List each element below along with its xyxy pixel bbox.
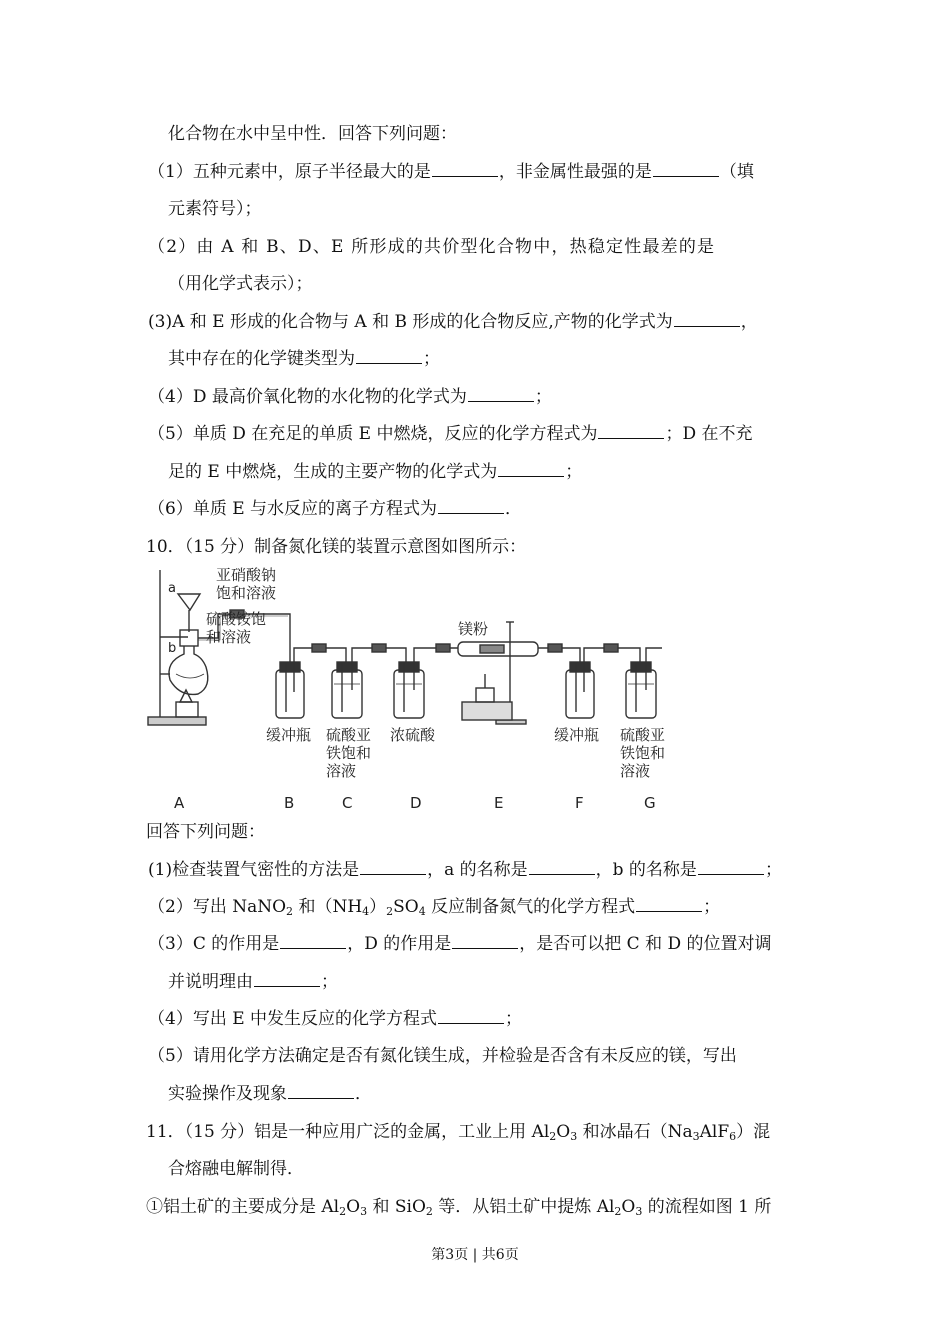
answer-blank[interactable]: [452, 932, 518, 949]
letter-A: A: [174, 794, 185, 812]
q9-intro: 化合物在水中呈中性．回答下列问题：: [168, 124, 457, 144]
label-bottle-B: 缓冲瓶: [266, 726, 312, 744]
q10-title: 10．（15 分）制备氮化镁的装置示意图如图所示：: [146, 537, 527, 557]
letter-C: C: [342, 794, 353, 812]
q10-part4: （4）写出 E 中发生反应的化学方程式 ；: [148, 1009, 523, 1029]
label-a: a: [168, 581, 176, 596]
q9-part3-cont: 其中存在的化学键类型为 ；: [168, 349, 440, 369]
bottle-C: [332, 670, 362, 718]
answer-blank[interactable]: [288, 1082, 354, 1099]
label-ammonium-sulfate-2: 和溶液: [206, 628, 252, 646]
label-b: b: [168, 641, 177, 656]
heater-E: [462, 702, 512, 720]
page-footer: 第3页 | 共6页: [431, 1247, 519, 1263]
flask-stopper: [180, 630, 198, 646]
answer-blank[interactable]: [529, 858, 595, 875]
q10-part3-cont: 并说明理由 ；: [168, 972, 338, 992]
apparatus-diagram: [140, 562, 820, 817]
label-bottle-D: 浓硫酸: [390, 726, 436, 744]
label-ammonium-sulfate: 硫酸铵饱: [206, 610, 267, 628]
q9-part1-cont: 元素符号）；: [168, 199, 262, 219]
answer-blank[interactable]: [438, 1007, 504, 1024]
label-bottle-G-2: 铁饱和: [620, 744, 666, 762]
letter-D: D: [410, 794, 422, 812]
letter-E: E: [494, 794, 504, 812]
q9-part5-cont: 足的 E 中燃烧，生成的主要产物的化学式为 ；: [168, 462, 583, 482]
q9-part6: （6）单质 E 与水反应的离子方程式为 ．: [148, 499, 523, 519]
answer-blank[interactable]: [280, 932, 346, 949]
label-bottle-G-3: 溶液: [620, 762, 651, 780]
answer-blank[interactable]: [598, 422, 664, 439]
q9-part2-cont: （用化学式表示）；: [168, 274, 313, 294]
answer-blank[interactable]: [438, 497, 504, 514]
label-sodium-nitrite-2: 饱和溶液: [216, 584, 277, 602]
q9-part5: （5）单质 D 在充足的单质 E 中燃烧，反应的化学方程式为 ；D 在不充: [148, 424, 753, 444]
q9-part1: （1）五种元素中，原子半径最大的是 ，非金属性最强的是 （填: [148, 162, 754, 182]
answer-blank[interactable]: [653, 160, 719, 177]
answer-blank[interactable]: [698, 858, 764, 875]
q10-part5: （5）请用化学方法确定是否有氮化镁生成，并检验是否含有未反应的镁，写出: [148, 1046, 737, 1066]
label-bottle-C-2: 铁饱和: [326, 744, 372, 762]
label-magnesium: 镁粉: [458, 620, 489, 638]
bottle-F: [566, 670, 594, 718]
q10-part3: （3）C 的作用是 ，D 的作用是 ，是否可以把 C 和 D 的位置对调: [148, 934, 772, 954]
answer-blank[interactable]: [356, 347, 422, 364]
q10-part5-cont: 实验操作及现象 ．: [168, 1084, 372, 1104]
answer-blank[interactable]: [674, 310, 740, 327]
answer-blank[interactable]: [432, 160, 498, 177]
answer-blank[interactable]: [254, 970, 320, 987]
q9-part3: (3)A 和 E 形成的化合物与 A 和 B 形成的化合物反应,产物的化学式为 ，: [148, 312, 758, 332]
q10-part2: （2）写出 NaNO$_2$ 和$(NH_4)_2SO_4$ 反应制备氮气的化学方程式 ；: [148, 897, 721, 918]
q10-answer-intro: 回答下列问题：: [146, 822, 265, 842]
q9-part4: （4）D 最高价氧化物的水化物的化学式为 ；: [148, 387, 552, 407]
answer-blank[interactable]: [360, 858, 426, 875]
bottle-D: [394, 670, 424, 718]
label-bottle-C-1: 硫酸亚: [326, 726, 372, 744]
answer-blank[interactable]: [468, 385, 534, 402]
bottle-G: [626, 670, 656, 718]
stand-base: [148, 717, 206, 725]
letter-F: F: [575, 794, 584, 812]
label-bottle-C-3: 溶液: [326, 762, 357, 780]
q11-line3: ①铝土矿的主要成分是 $Al_2O_3$ 和 SiO$_2$ 等．从铝土矿中提炼 $Al_2O_3$ 的流程如图 1 所: [146, 1197, 772, 1218]
separatory-funnel: [178, 594, 200, 610]
letter-G: G: [644, 794, 656, 812]
magnesium-powder: [480, 645, 504, 653]
q9-part2: （2）由 A 和 B、D、E 所形成的共价型化合物中，热稳定性最差的是: [148, 237, 716, 257]
label-sodium-nitrite: 亚硝酸钠: [216, 566, 277, 584]
label-bottle-F: 缓冲瓶: [554, 726, 600, 744]
alcohol-lamp: [176, 702, 198, 717]
label-bottle-G-1: 硫酸亚: [620, 726, 666, 744]
bottle-B: [276, 670, 304, 718]
q11-line1: 11．（15 分）铝是一种应用广泛的金属，工业上用 $Al_2O_3$ 和冰晶石$(Na_3AlF_6)$混: [146, 1122, 771, 1143]
answer-blank[interactable]: [636, 895, 702, 912]
q11-line2: 合熔融电解制得．: [168, 1159, 304, 1179]
letter-B: B: [284, 794, 295, 812]
answer-blank[interactable]: [498, 460, 564, 477]
q10-part1: (1)检查装置气密性的方法是 ，a 的名称是 ，b 的名称是 ；: [148, 860, 782, 880]
